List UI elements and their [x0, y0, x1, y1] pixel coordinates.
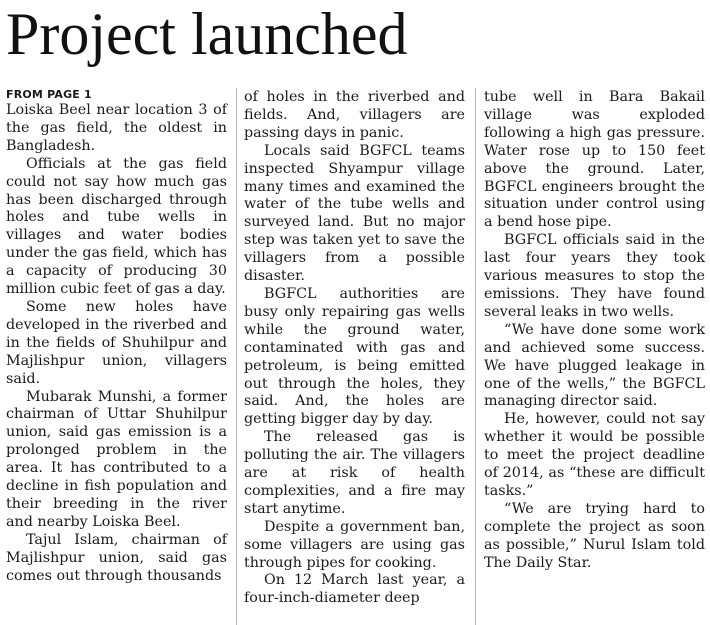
paragraph: tube well in Bara Bakail village was exploded following a high gas pressure. Water rose up to 150 feet above the ground. Later, BGFCL engineers brought the situation under control using a bend hose pipe.	[484, 89, 705, 231]
paragraph: Tajul Islam, chairman of Majlishpur union, said gas comes out through thousands	[6, 531, 227, 584]
continuation-kicker: FROM PAGE 1	[6, 88, 92, 101]
article-column-1	[6, 88, 227, 585]
paragraph: He, however, could not say whether it would be possible to meet the project deadline of 2014, as “these are difficult tasks.”	[484, 411, 705, 499]
paragraph: Some new holes have developed in the riverbed and in the fields of Shuhilpur and Majlishpur union, villagers said.	[6, 298, 227, 387]
paragraph: of holes in the riverbed and fields. And, villagers are passing days in panic.	[244, 89, 465, 141]
article-column-2	[244, 89, 465, 608]
paragraph: “We have done some work and achieved some success. We have plugged leakage in one of the wells,” the BGFCL managing director said.	[484, 321, 705, 410]
paragraph: On 12 March last year, a four-inch-diameter deep	[244, 572, 465, 607]
column-divider	[475, 88, 476, 625]
paragraph: Loiska Beel near location 3 of the gas field, the oldest in Bangladesh.	[6, 102, 227, 154]
paragraph: BGFCL authorities are busy only repairing gas wells while the ground water, contaminated with gas and petroleum, is being emitted out through the holes, they said. And, the holes are getting bigger day by day.	[244, 285, 465, 428]
headline: Project launched	[6, 1, 408, 67]
paragraph: BGFCL officials said in the last four years they took various measures to stop the emissions. They have found several leaks in two wells.	[484, 232, 705, 320]
paragraph: Mubarak Munshi, a former chairman of Uttar Shuhilpur union, said gas emission is a prolonged problem in the area. It has contributed to a decline in fish population and their breeding in the river and nearby Loiska Beel.	[6, 388, 227, 530]
paragraph: “We are trying hard to complete the project as soon as possible,” Nurul Islam told The Daily Star.	[484, 500, 705, 571]
column-divider	[236, 88, 237, 625]
paragraph: Officials at the gas field could not say how much gas has been discharged through holes and tube wells in villages and water bodies under the gas field, which has a capacity of producing 30 million cubic feet of gas a day.	[6, 155, 227, 298]
paragraph: Locals said BGFCL teams inspected Shyampur village many times and examined the water of the tube wells and surveyed land. But no major step was taken yet to save the villagers from a possible disaster.	[244, 142, 465, 285]
paragraph: Despite a government ban, some villagers are using gas through pipes for cooking.	[244, 518, 465, 571]
article-column-3	[484, 89, 705, 572]
paragraph: The released gas is polluting the air. The villagers are at risk of health complexities, and a fire may start anytime.	[244, 429, 465, 517]
